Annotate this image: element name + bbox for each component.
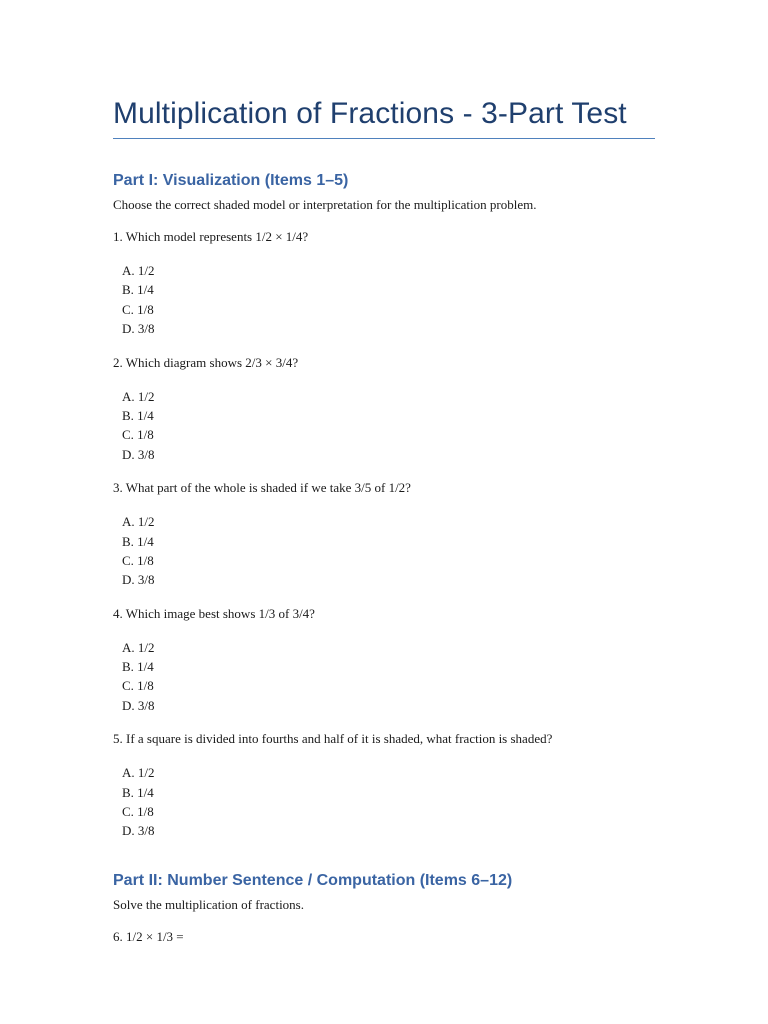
document-title: Multiplication of Fractions - 3-Part Test <box>113 97 627 130</box>
answer-option: D. 3/8 <box>122 572 155 588</box>
answer-option: A. 1/2 <box>122 263 155 278</box>
question-2-options <box>122 387 655 465</box>
answer-option: B. 1/4 <box>122 784 154 800</box>
question-5: 5. If a square is divided into fourths and half of it is shaded, what fraction is shaded? <box>113 731 553 747</box>
part2-instruction: Solve the multiplication of fractions. <box>113 896 304 912</box>
part1-instruction: Choose the correct shaded model or interpretation for the multiplication problem. <box>113 197 537 212</box>
answer-option: C. 1/8 <box>122 804 154 820</box>
answer-option: B. 1/4 <box>122 533 154 549</box>
question-1: 1. Which model represents 1/2 × 1/4? <box>113 229 309 244</box>
question-1-options <box>122 261 655 339</box>
question-5-options <box>122 763 655 841</box>
part1-heading: Part I: Visualization (Items 1–5) <box>113 172 349 189</box>
question-4-options <box>122 638 655 716</box>
answer-option: C. 1/8 <box>122 552 154 568</box>
answer-option: C. 1/8 <box>122 678 154 694</box>
question-2: 2. Which diagram shows 2/3 × 3/4? <box>113 354 299 370</box>
answer-option: A. 1/2 <box>122 514 155 530</box>
answer-option: D. 3/8 <box>122 321 155 337</box>
question-4: 4. Which image best shows 1/3 of 3/4? <box>113 605 315 621</box>
answer-option: A. 1/2 <box>122 639 155 655</box>
answer-option: B. 1/4 <box>122 282 154 298</box>
question-3: 3. What part of the whole is shaded if we take 3/5 of 1/2? <box>113 480 411 496</box>
part2-heading: Part II: Number Sentence / Computation (Items 6–12) <box>113 871 513 889</box>
title-underline <box>113 138 655 139</box>
answer-option: D. 3/8 <box>122 823 155 839</box>
answer-option: A. 1/2 <box>122 765 155 781</box>
answer-option: D. 3/8 <box>122 446 155 462</box>
answer-option: C. 1/8 <box>122 301 154 317</box>
answer-option: B. 1/4 <box>122 407 154 423</box>
answer-option: B. 1/4 <box>122 659 154 675</box>
question-6: 6. 1/2 × 1/3 = <box>113 928 184 944</box>
question-3-options <box>122 512 655 590</box>
answer-option: C. 1/8 <box>122 427 154 443</box>
answer-option: A. 1/2 <box>122 388 155 404</box>
answer-option: D. 3/8 <box>122 697 155 713</box>
